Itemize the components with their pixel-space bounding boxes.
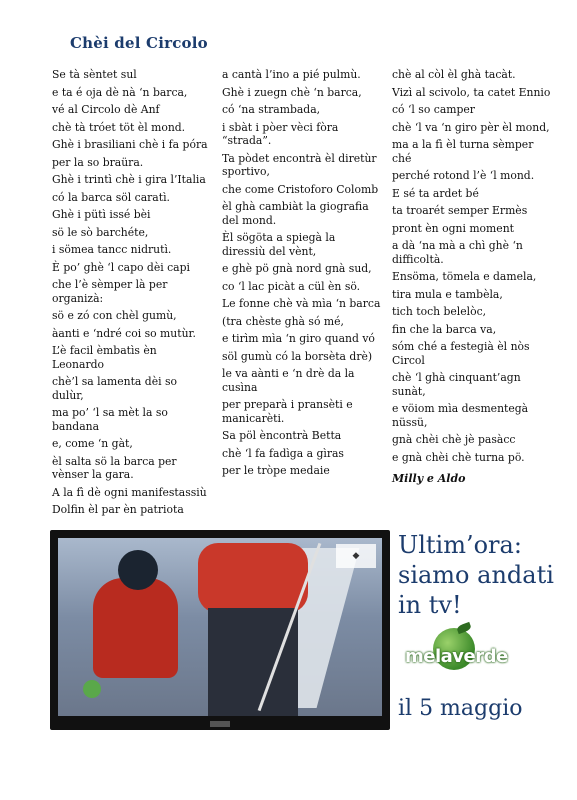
poem-line: Ta pòdet encontrà èl diretùr sportivo, bbox=[222, 151, 377, 178]
poem-line: co ‘l lac picàt a cül èn sö. bbox=[222, 279, 361, 293]
news-line: siamo andati bbox=[398, 561, 554, 589]
page-title: Chèi del Circolo bbox=[70, 34, 208, 52]
poem-line: sö e zó con chèl gumù, bbox=[52, 309, 177, 322]
tv-photo bbox=[50, 530, 390, 730]
sailor-figure bbox=[93, 578, 178, 678]
poem-line: per le tròpe medaie bbox=[222, 464, 330, 477]
poem-line: èl ghà cambiàt la giografia del mond. bbox=[222, 200, 369, 227]
poem-line: E sé ta ardet bé bbox=[392, 186, 479, 200]
poem-line: È po’ ghè ‘l capo dèi capi bbox=[52, 260, 190, 274]
brand-logo-icon bbox=[83, 680, 101, 698]
poem-line: tira mula e tambèla, bbox=[392, 287, 503, 301]
poem-line: i sbàt i pòer vèci fòra “strada”. bbox=[222, 120, 339, 147]
sailor-legs bbox=[208, 608, 298, 716]
poem-line: per preparà i pransèti e manicarèti. bbox=[222, 398, 353, 425]
poem-line: e gnà chèi chè turna pö. bbox=[392, 450, 525, 464]
poem-line: ma po’ ‘l sa mèt la so bandana bbox=[52, 406, 168, 433]
poem-line: èl salta sö la barca per vènser la gara. bbox=[52, 454, 177, 481]
poem-line: Ghè i pütì issé bèi bbox=[52, 208, 151, 221]
poem-line: chè ‘l va ‘n giro pèr èl mond, bbox=[392, 120, 550, 134]
news-line: in tv! bbox=[398, 591, 462, 619]
poem-line: (tra chèste ghà só mé, bbox=[222, 314, 344, 328]
poem-line: có ‘na strambada, bbox=[222, 103, 321, 116]
poem-line: ma a la fì èl turna sèmper ché bbox=[392, 138, 534, 165]
melaverde-logo bbox=[405, 628, 515, 678]
poem-line: chè ‘l ghà cinquant’agn sunàt, bbox=[392, 371, 521, 398]
news-headline bbox=[398, 530, 568, 620]
tv-stand bbox=[210, 721, 230, 727]
poem-line: che come Cristoforo Colomb bbox=[222, 182, 379, 196]
poem-line: söl gumù có la borsèta drè) bbox=[222, 349, 373, 363]
poem-line: e ta é oja dè nà ‘n barca, bbox=[52, 85, 188, 99]
poem-line: sóm ché a festegià èl nòs Circol bbox=[392, 340, 530, 367]
poem-line: Dolfin èl par èn patriota bbox=[52, 503, 184, 516]
poem-line: Èl sögöta a spiegà la diressiù del vènt, bbox=[222, 231, 336, 258]
sailor-figure-2 bbox=[198, 543, 308, 613]
poem-line: e vöiom mìa desmentegà nüssü, bbox=[392, 402, 529, 429]
poem-line: e tirìm mìa ‘n giro quand vó bbox=[222, 332, 375, 345]
poem-column-1 bbox=[52, 68, 212, 521]
tv-screen bbox=[58, 538, 382, 716]
poem-line: chè’l sa lamenta dèi so dulùr, bbox=[52, 375, 178, 402]
poem-line: le va aànti e ‘n drè da la cusìna bbox=[222, 367, 355, 394]
poem-line: Vizì al scivolo, ta catet Ennio bbox=[392, 85, 551, 99]
poem-line: a cantà l’ino a pié pulmù. bbox=[222, 68, 361, 81]
poem-column-3 bbox=[392, 68, 552, 468]
poem-line: Le fonne chè và mìa ‘n barca bbox=[222, 297, 381, 310]
poem-line: sö le sò barchéte, bbox=[52, 225, 149, 239]
poem-line: chè ‘l fa fadìga a gìras bbox=[222, 446, 344, 460]
poem-line: e, come ‘n gàt, bbox=[52, 437, 133, 450]
poem-column-2 bbox=[222, 68, 382, 482]
poem-line: L’è facil èmbatìs èn Leonardo bbox=[52, 344, 157, 371]
poem-line: per la so braüra. bbox=[52, 155, 144, 169]
poem-line: Ghè i zuegn chè ‘n barca, bbox=[222, 85, 362, 99]
poem-line: pront èn ogni moment bbox=[392, 221, 514, 235]
poem-line: àanti e ‘ndré coi so mutùr. bbox=[52, 326, 196, 340]
logo-text: melaverde bbox=[405, 646, 508, 667]
poem-line: A la fì dè ogni manifestassiù bbox=[52, 485, 207, 499]
poem-line: vé al Circolo dè Anf bbox=[52, 103, 160, 116]
poem-line: che l’è sèmper là per organizà: bbox=[52, 278, 168, 305]
channel-logo-icon: ◆ bbox=[336, 544, 376, 568]
poem-line: Se tà sèntet sul bbox=[52, 68, 137, 81]
news-date: il 5 maggio bbox=[398, 696, 523, 721]
poem-line: gnà chèi chè jè pasàcc bbox=[392, 433, 516, 446]
poem-line: tich toch belelòc, bbox=[392, 305, 487, 318]
poem-line: perché rotond l’è ‘l mond. bbox=[392, 169, 535, 182]
poem-line: ta troarét semper Ermès bbox=[392, 204, 528, 217]
poem-line: Sa pöl èncontrà Betta bbox=[222, 429, 342, 442]
poem-line: có la barca söl caratì. bbox=[52, 190, 170, 204]
poem-line: e ghè pö gnà nord gnà sud, bbox=[222, 262, 372, 275]
poem-line: Ghè i trintì chè i gira l’Italia bbox=[52, 173, 206, 186]
poem-line: Ghè i brasiliani chè i fa póra bbox=[52, 138, 208, 151]
poem-line: a dà ‘na mà a chì ghè ‘n difficoltà. bbox=[392, 239, 523, 266]
sailor-head bbox=[118, 550, 158, 590]
news-line: Ultim’ora: bbox=[398, 531, 522, 559]
poem-line: Ensöma, tömela e damela, bbox=[392, 270, 537, 283]
poem-line: có ‘l so camper bbox=[392, 103, 475, 116]
poem-line: chè al còl èl ghà tacàt. bbox=[392, 68, 516, 81]
poem-line: chè tà tróet töt èl mond. bbox=[52, 120, 186, 134]
poem-line: fin che la barca va, bbox=[392, 322, 497, 336]
poem-signature: Milly e Aldo bbox=[392, 472, 466, 485]
poem-line: i sömea tancc nidrutì. bbox=[52, 243, 172, 256]
